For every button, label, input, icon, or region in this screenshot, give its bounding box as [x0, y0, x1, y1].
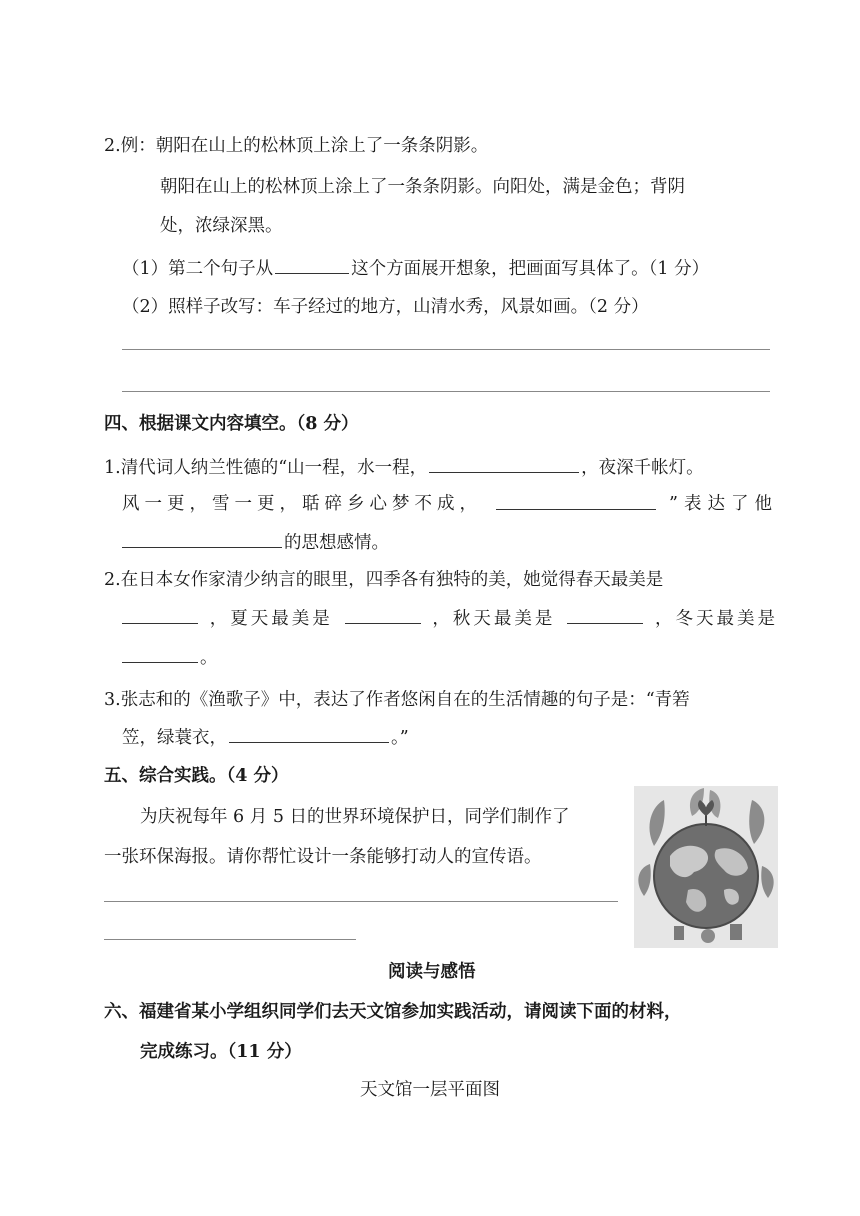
s4-item2-blank-summer[interactable]	[345, 606, 421, 624]
q2-sub1-prefix: （1）第二个句子从	[122, 259, 274, 279]
answer-line[interactable]	[104, 939, 356, 940]
s4-item1-line1	[104, 455, 704, 480]
answer-line[interactable]	[122, 391, 770, 392]
s4-item1-blank1[interactable]	[429, 455, 579, 473]
section6-line2: 完成练习。（11 分）	[140, 1042, 302, 1062]
s4-item1-text: 的思想感情。	[284, 533, 389, 553]
section4-title: 四、根据课文内容填空。（8 分）	[104, 414, 359, 434]
s4-item3-text: 笠，绿蓑衣，	[122, 728, 227, 748]
s4-item1-text: 风一更，雪一更，聒碎乡心梦不成，	[122, 494, 482, 514]
s4-item2-blank-spring[interactable]	[122, 606, 198, 624]
s4-item1-blank2[interactable]	[496, 492, 656, 510]
figure-title: 天文馆一层平面图	[360, 1080, 500, 1100]
q2-example: 2.例：朝阳在山上的松林顶上涂上了一条条阴影。	[104, 136, 489, 156]
s4-item1-blank3[interactable]	[122, 530, 282, 548]
s4-item3-line2	[122, 725, 409, 750]
s4-item2-blank-winter[interactable]	[122, 645, 198, 663]
s4-item2-text: ，冬天最美是	[654, 609, 778, 629]
reading-heading: 阅读与感悟	[388, 962, 476, 982]
s4-item1-text: 1.清代词人纳兰性德的“山一程，水一程，	[104, 458, 428, 478]
s4-item3-line1: 3.张志和的《渔歌子》中，表达了作者悠闲自在的生活情趣的句子是：“青箬	[104, 690, 690, 710]
s4-item1-text: ，夜深千帐灯。	[581, 458, 704, 478]
s4-item3-blank[interactable]	[229, 725, 389, 743]
answer-line[interactable]	[104, 901, 618, 902]
q2-sub1-blank[interactable]	[275, 256, 349, 274]
s4-item2-text: 。	[200, 648, 218, 668]
s4-item2-line1: 2.在日本女作家清少纳言的眼里，四季各有独特的美，她觉得春天最美是	[104, 570, 664, 590]
s4-item2-line2	[122, 606, 778, 631]
s4-item2-text: ，夏天最美是	[209, 609, 333, 629]
s4-item1-line3	[122, 530, 389, 555]
q2-sub2: （2）照样子改写：车子经过的地方，山清水秀，风景如画。（2 分）	[122, 297, 649, 317]
s4-item2-blank-autumn[interactable]	[567, 606, 643, 624]
section5-title: 五、综合实践。（4 分）	[104, 766, 289, 786]
q2-expanded-line2: 处，浓绿深黑。	[160, 216, 283, 236]
q2-expanded-line1: 朝阳在山上的松林顶上涂上了一条条阴影。向阳处，满是金色；背阴	[160, 177, 685, 197]
s5-text-line2: 一张环保海报。请你帮忙设计一条能够打动人的宣传语。	[104, 847, 542, 867]
s4-item2-line3	[122, 645, 218, 670]
s4-item1-line2	[122, 492, 778, 516]
s5-text-line1: 为庆祝每年 6 月 5 日的世界环境保护日，同学们制作了	[140, 807, 570, 827]
q2-sub1	[122, 256, 709, 281]
eco-poster-image	[634, 786, 778, 948]
s4-item3-text: 。”	[391, 728, 409, 748]
s4-item1-text: ”表达了他	[669, 494, 778, 514]
s4-item2-text: ，秋天最美是	[432, 609, 556, 629]
answer-line[interactable]	[122, 349, 770, 350]
q2-sub1-suffix: 这个方面展开想象，把画面写具体了。（1 分）	[351, 259, 710, 279]
section6-line1: 六、福建省某小学组织同学们去天文馆参加实践活动，请阅读下面的材料，	[104, 1002, 682, 1022]
